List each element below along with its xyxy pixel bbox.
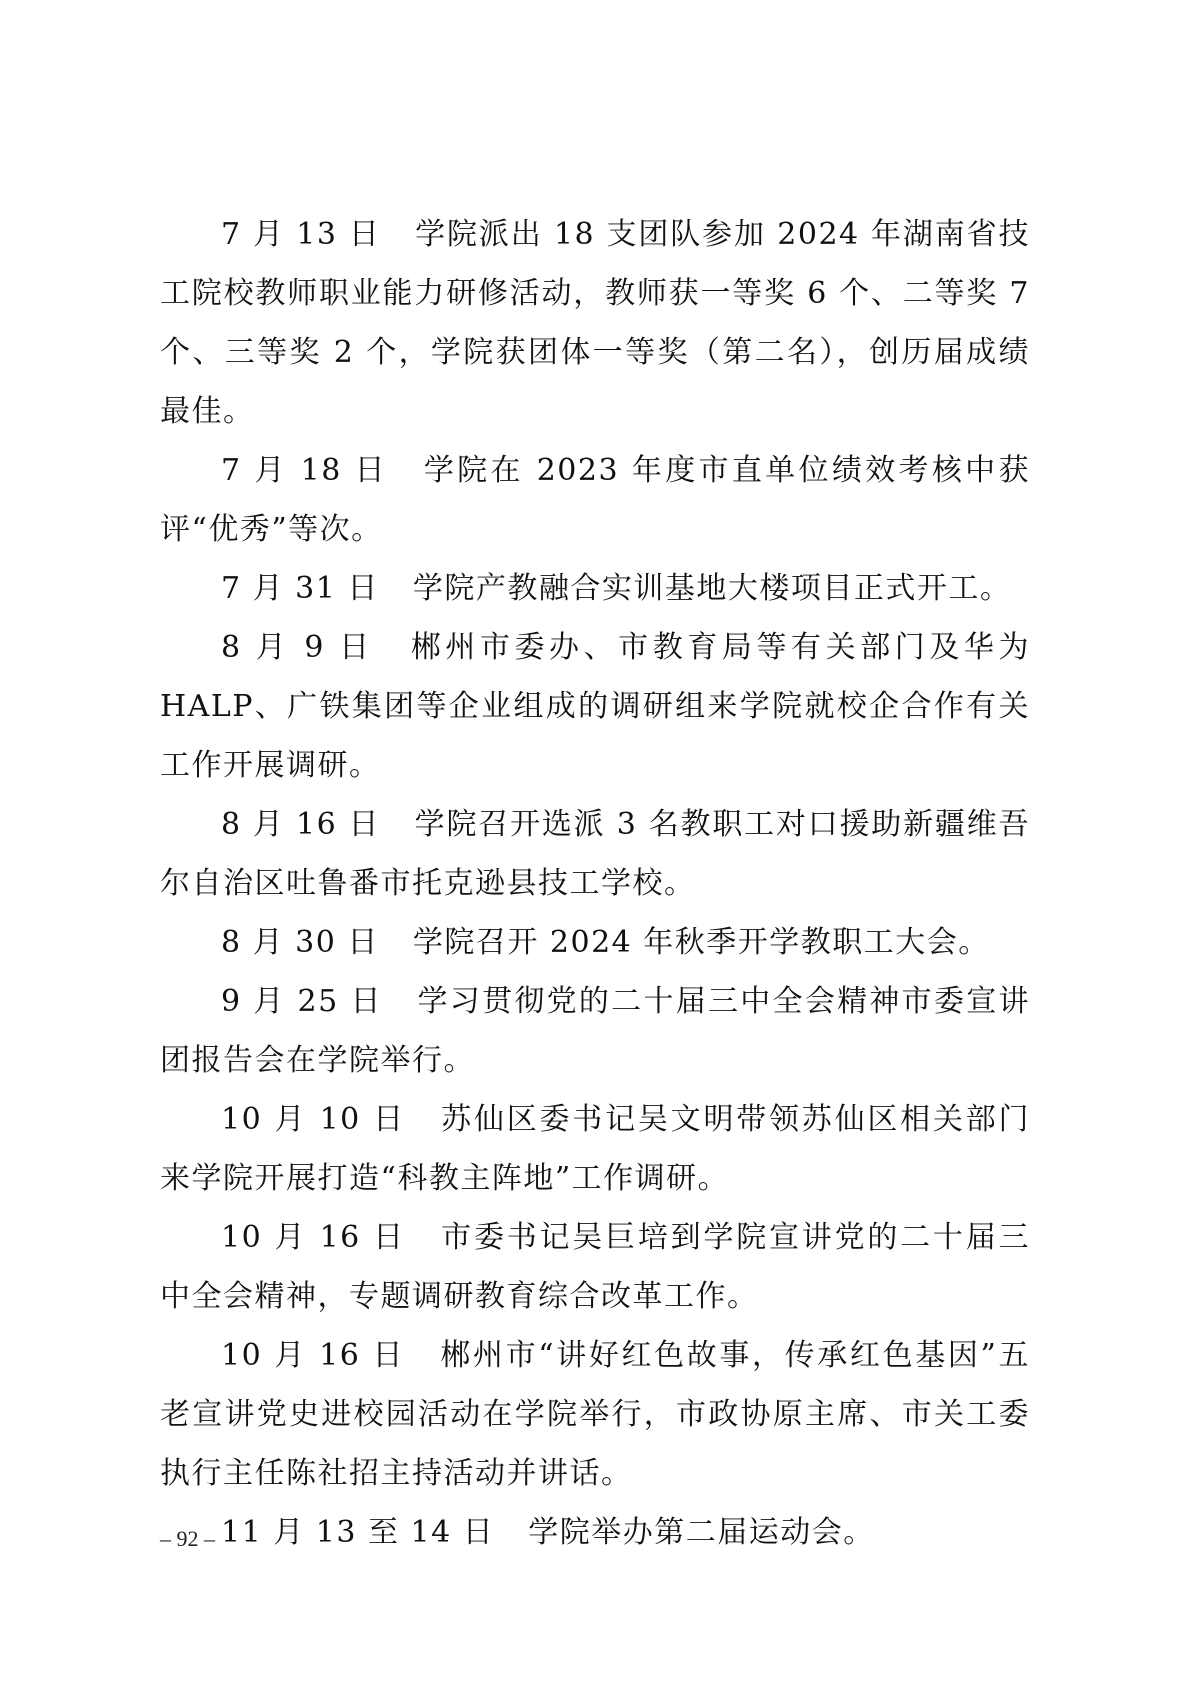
entry-text: 郴州市“讲好红色故事，传承红色基因”五老宣讲党史进校园活动在学院举行，市政协原主席、市关工委执行主任陈社招主持活动并讲话。 [160, 1338, 1030, 1491]
chronicle-entry [160, 441, 1030, 559]
entry-text: 学院在 2023 年度市直单位绩效考核中获评“优秀”等次。 [160, 453, 1031, 547]
chronicle-entry [160, 1503, 1030, 1562]
entry-date: 7 月 31 日 [221, 571, 379, 606]
page-number: – 92 – [160, 1526, 215, 1551]
chronicle-entry [160, 913, 1030, 972]
entry-text: 学院召开选派 3 名教职工对口援助新疆维吾尔自治区吐鲁番市托克逊县技工学校。 [160, 807, 1030, 901]
entry-date: 10 月 10 日 [221, 1102, 406, 1137]
chronicle-entries [160, 205, 1030, 1562]
entry-text: 学院派出 18 支团队参加 2024 年湖南省技工院校教师职业能力研修活动，教师获一等奖 6 个、二等奖 7 个、三等奖 2 个，学院获团体一等奖（第二名），创历届成绩最佳。 [160, 217, 1030, 429]
entry-date: 7 月 13 日 [221, 217, 381, 252]
chronicle-entry [160, 618, 1030, 795]
chronicle-entry [160, 559, 1030, 618]
entry-text: 学院产教融合实训基地大楼项目正式开工。 [412, 571, 1012, 606]
entry-text: 郴州市委办、市教育局等有关部门及华为 HALP、广铁集团等企业组成的调研组来学院就校企合作有关工作开展调研。 [160, 630, 1030, 783]
entry-date: 7 月 18 日 [221, 453, 389, 488]
entry-date: 8 月 16 日 [221, 807, 381, 842]
entry-date: 10 月 16 日 [221, 1338, 406, 1373]
entry-text: 学习贯彻党的二十届三中全会精神市委宣讲团报告会在学院举行。 [160, 984, 1030, 1078]
entry-date: 10 月 16 日 [221, 1220, 406, 1255]
entry-date: 9 月 25 日 [221, 984, 383, 1019]
entry-date: 8 月 30 日 [221, 925, 379, 960]
chronicle-entry [160, 795, 1030, 913]
entry-date: 11 月 13 至 14 日 [221, 1515, 495, 1550]
entry-date: 8 月 9 日 [221, 630, 374, 665]
entry-text: 学院举办第二届运动会。 [528, 1515, 875, 1550]
chronicle-entry [160, 972, 1030, 1090]
chronicle-entry [160, 1208, 1030, 1326]
entry-text: 苏仙区委书记吴文明带领苏仙区相关部门来学院开展打造“科教主阵地”工作调研。 [160, 1102, 1031, 1196]
entry-text: 市委书记吴巨培到学院宣讲党的二十届三中全会精神，专题调研教育综合改革工作。 [160, 1220, 1031, 1314]
chronicle-entry [160, 1326, 1030, 1503]
chronicle-entry [160, 205, 1030, 441]
entry-text: 学院召开 2024 年秋季开学教职工大会。 [412, 925, 990, 960]
chronicle-entry [160, 1090, 1030, 1208]
